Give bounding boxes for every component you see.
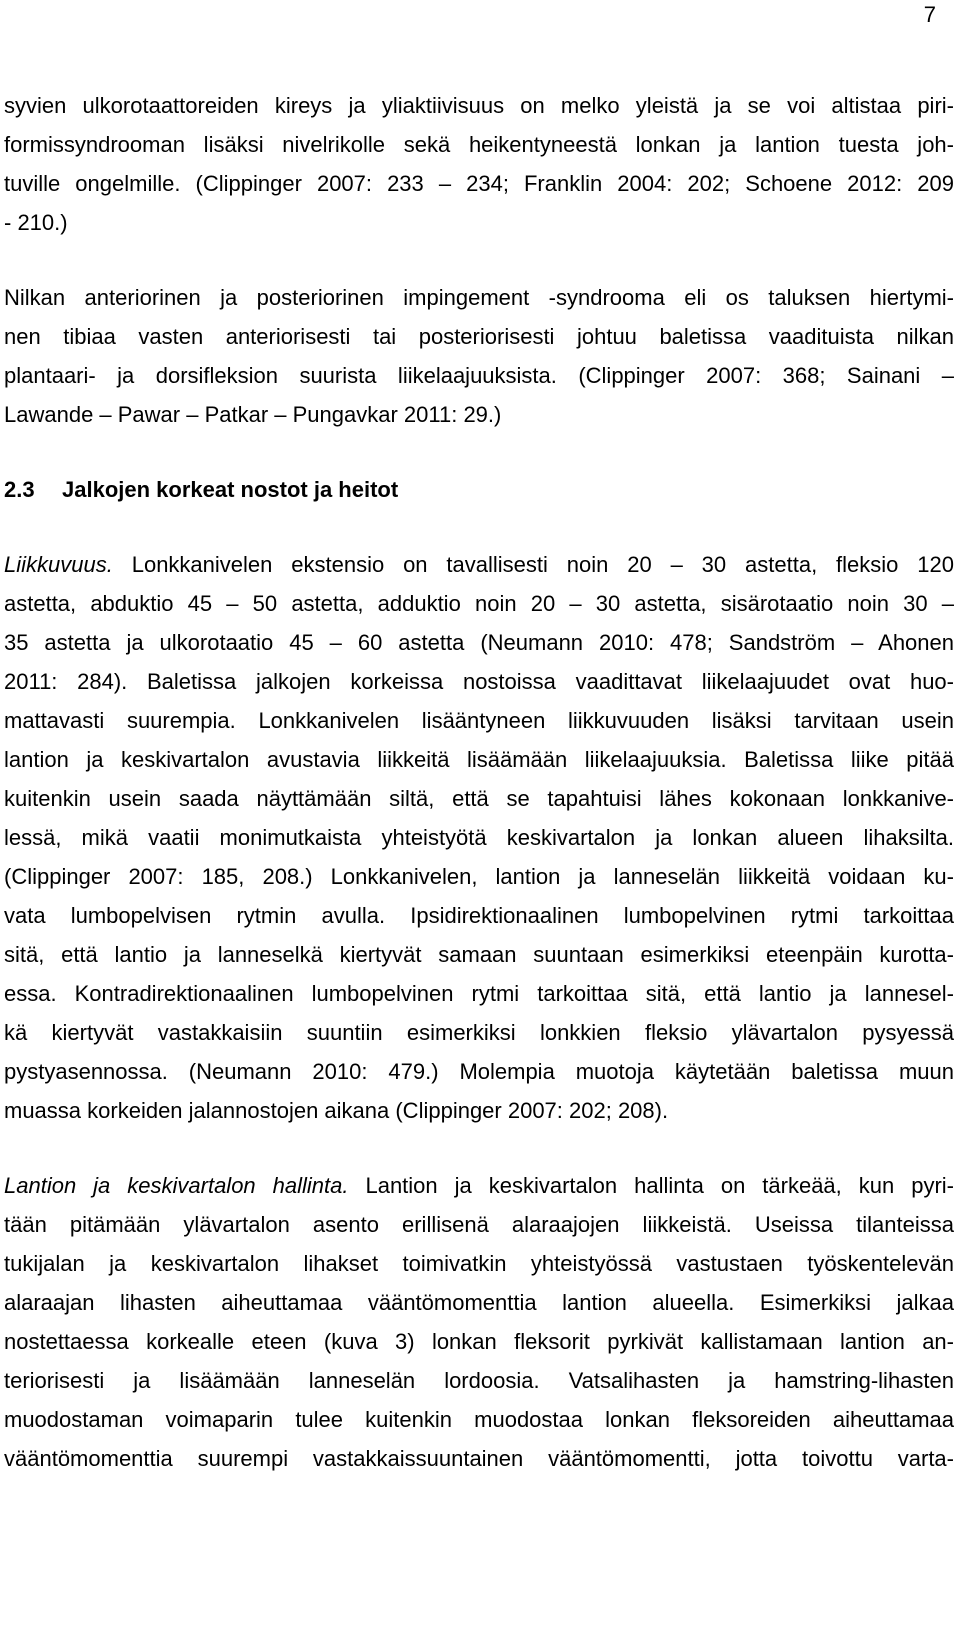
- text-line: sitä, että lantio ja lanneselkä kiertyvät samaan suuntaan esimerkiksi eteenpäin kurotta-: [4, 942, 954, 967]
- text-line: essa. Kontradirektionaalinen lumbopelvinen rytmi tarkoittaa sitä, että lantio ja lannesel-: [4, 981, 954, 1006]
- paragraph-lead: Lantion ja keskivartalon hallinta.: [4, 1173, 349, 1198]
- text-line: mattavasti suurempia. Lonkkanivelen lisääntyneen liikkuvuuden lisäksi tarvitaan usein: [4, 708, 954, 733]
- text-line: [4, 1166, 954, 1205]
- text-line: teriorisesti ja lisäämään lanneselän lordoosia. Vatsalihasten ja hamstring-lihasten: [4, 1368, 954, 1393]
- text-line: astetta, abduktio 45 – 50 astetta, adduktio noin 20 – 30 astetta, sisärotaatio noin 30 –: [4, 591, 954, 616]
- text-line: kuitenkin usein saada näyttämään siltä, että se tapahtuisi lähes kokonaan lonkkanive-: [4, 786, 954, 811]
- text-line: vata lumbopelvisen rytmin avulla. Ipsidirektionaalinen lumbopelvinen rytmi tarkoittaa: [4, 903, 954, 928]
- text-line: plantaari- ja dorsifleksion suurista liikelaajuuksista. (Clippinger 2007: 368; Sainani –: [4, 363, 954, 388]
- document-body: [4, 86, 954, 1478]
- section-number: 2.3: [4, 477, 35, 502]
- text-fragment: Lonkkanivelen ekstensio on tavallisesti noin 20 – 30 astetta, fleksio 120: [112, 552, 954, 577]
- text-line: formissyndrooman lisäksi nivelrikolle sekä heikentyneestä lonkan ja lantion tuesta joh-: [4, 132, 954, 157]
- paragraph-piriformis: [4, 86, 954, 242]
- text-line: tuville ongelmille. (Clippinger 2007: 233 – 234; Franklin 2004: 202; Schoene 2012: 209: [4, 171, 954, 196]
- text-line: alaraajan lihasten aiheuttamaa vääntömomenttia lantion alueella. Esimerkiksi jalkaa: [4, 1290, 954, 1315]
- paragraph-ankle-impingement: [4, 278, 954, 434]
- text-line: tään pitämään ylävartalon asento erillisenä alaraajojen liikkeistä. Useissa tilanteissa: [4, 1212, 954, 1237]
- text-line: syvien ulkorotaattoreiden kireys ja yliaktiivisuus on melko yleistä ja se voi altistaa piri-: [4, 93, 954, 118]
- page-number: 7: [923, 2, 936, 27]
- text-line: nen tibiaa vasten anteriorisesti tai posteriorisesti johtuu baletissa vaadituista nilkan: [4, 324, 954, 349]
- text-line: muodostaman voimaparin tulee kuitenkin muodostaa lonkan fleksoreiden aiheuttamaa: [4, 1407, 954, 1432]
- text-line: vääntömomenttia suurempi vastakkaissuuntainen vääntömomentti, jotta toivottu varta-: [4, 1446, 954, 1471]
- text-line: 35 astetta ja ulkorotaatio 45 – 60 astetta (Neumann 2010: 478; Sandström – Ahonen: [4, 630, 954, 655]
- paragraph-mobility: [4, 545, 954, 1130]
- section-title: Jalkojen korkeat nostot ja heitot: [62, 477, 399, 502]
- text-fragment: Lantion ja keskivartalon hallinta on tärkeää, kun pyri-: [348, 1173, 954, 1198]
- text-line: - 210.): [4, 210, 68, 235]
- text-line: [4, 545, 954, 584]
- text-line: 2011: 284). Baletissa jalkojen korkeissa nostoissa vaadittavat liikelaajuudet ovat huo-: [4, 669, 954, 694]
- paragraph-lead: Liikkuvuus.: [4, 552, 113, 577]
- text-line: muassa korkeiden jalannostojen aikana (Clippinger 2007: 202; 208).: [4, 1098, 669, 1123]
- text-line: Nilkan anteriorinen ja posteriorinen impingement -syndrooma eli os taluksen hiertymi-: [4, 285, 954, 310]
- text-line: pystyasennossa. (Neumann 2010: 479.) Molempia muotoja käytetään baletissa muun: [4, 1059, 954, 1084]
- text-line: lantion ja keskivartalon avustavia liikkeitä lisäämään liikelaajuuksia. Baletissa liike pitää: [4, 747, 954, 772]
- text-line: Lawande – Pawar – Patkar – Pungavkar 2011: 29.): [4, 402, 502, 427]
- section-heading: [4, 470, 954, 509]
- paragraph-pelvic-control: [4, 1166, 954, 1478]
- text-line: tukijalan ja keskivartalon lihakset toimivatkin yhteistyössä vastustaen työskentelevän: [4, 1251, 954, 1276]
- text-line: nostettaessa korkealle eteen (kuva 3) lonkan fleksorit pyrkivät kallistamaan lantion an-: [4, 1329, 954, 1354]
- text-line: kä kiertyvät vastakkaisiin suuntiin esimerkiksi lonkkien fleksio ylävartalon pysyessä: [4, 1020, 954, 1045]
- text-line: (Clippinger 2007: 185, 208.) Lonkkanivelen, lantion ja lanneselän liikkeitä voidaan ku-: [4, 864, 954, 889]
- text-line: lessä, mikä vaatii monimutkaista yhteistyötä keskivartalon ja lonkan alueen lihaksilta.: [4, 825, 954, 850]
